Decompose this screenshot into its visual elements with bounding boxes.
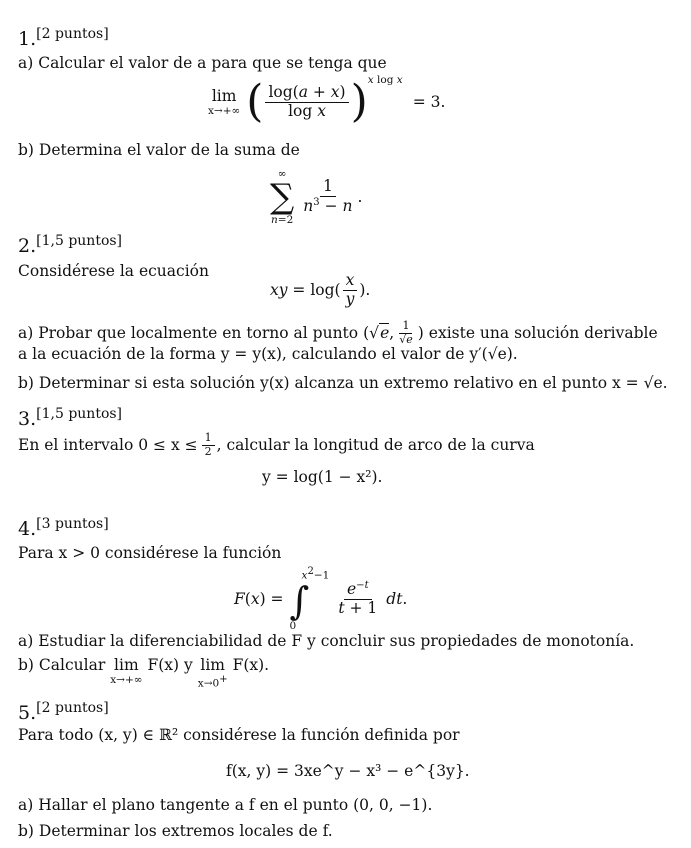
intro-text-end: , calcular la longitud de arco de la curva <box>216 436 535 455</box>
problem-2-part-a-line1: a) Probar que localmente en torno al punto (√e, $\frac{1}{√e}$ ) existe una solución derivable <box>18 319 658 346</box>
problem-5-intro: Para todo (x, y) ∈ ℝ² considérese la función definida por <box>18 726 460 744</box>
problem-points: [2 puntos] <box>36 700 109 716</box>
limit-formula: lim x→+∞ ( $\frac{\log(a + x)}{\text{log x}}$ ) x log x = 3. <box>208 74 446 127</box>
problem-1-header <box>18 28 109 50</box>
intro-text: En el intervalo 0 ≤ x ≤ <box>18 436 198 455</box>
problem-1-part-b: b) Determina el valor de la suma de <box>18 141 300 159</box>
sum-formula: ∞ ∑ n=2 $\frac{1}{n^3 - n}$ . <box>270 168 363 226</box>
problem-2-part-b: b) Determinar si esta solución y(x) alcanza un extremo relativo en el punto x = √e. <box>18 374 668 392</box>
problem-5-header <box>18 702 109 724</box>
part-b-text-mid: F(x) y <box>147 656 193 674</box>
function-formula: f(x, y) = 3xe^y − x³ − e^{3y}. <box>226 762 470 780</box>
problem-4-header <box>18 518 109 540</box>
problem-4-intro: Para x > 0 considérese la función <box>18 544 282 562</box>
curve-formula: y = log(1 − x²). <box>262 468 383 486</box>
problem-number: 3. <box>18 408 37 430</box>
part-a-text-end: existe una solución derivable <box>428 324 658 343</box>
problem-number: 4. <box>18 518 37 540</box>
problem-4-part-b: b) Calcular lim x→+∞ F(x) y lim x→0+ F(x). <box>18 656 270 690</box>
problem-number: 2. <box>18 235 37 257</box>
integral-formula: F(x) = $x^2-1$ ∫ 0 $\frac{e^{-t}}{t + 1}$ dt. <box>234 566 408 632</box>
problem-points: [1,5 puntos] <box>36 406 123 422</box>
problem-5-part-b: b) Determinar los extremos locales de f. <box>18 822 333 840</box>
problem-3-intro: En el intervalo 0 ≤ x ≤ $\frac{1}{2}$ , calcular la longitud de arco de la curva <box>18 431 535 458</box>
problem-points: [1,5 puntos] <box>36 233 123 249</box>
problem-2-header <box>18 235 122 257</box>
part-b-text: b) Calcular <box>18 656 106 674</box>
problem-3-header <box>18 408 122 430</box>
problem-4-part-a: a) Estudiar la diferenciabilidad de F y concluir sus propiedades de monotonía. <box>18 632 635 650</box>
problem-2-intro: Considérese la ecuación <box>18 262 209 280</box>
problem-points: [3 puntos] <box>36 516 109 532</box>
problem-1-part-a: a) Calcular el valor de a para que se tenga que <box>18 54 387 72</box>
problem-number: 5. <box>18 702 37 724</box>
problem-number: 1. <box>18 28 37 50</box>
equation-xy: xy = log( $\frac{x}{y}$ ). <box>270 271 371 308</box>
part-b-text-end: F(x). <box>232 656 270 674</box>
problem-points: [2 puntos] <box>36 26 109 42</box>
problem-5-part-a: a) Hallar el plano tangente a f en el punto (0, 0, −1). <box>18 796 433 814</box>
problem-2-part-a-line2: a la ecuación de la forma y = y(x), calculando el valor de y′(√e). <box>18 345 518 363</box>
part-a-text: a) Probar que localmente en torno al punto <box>18 324 359 343</box>
